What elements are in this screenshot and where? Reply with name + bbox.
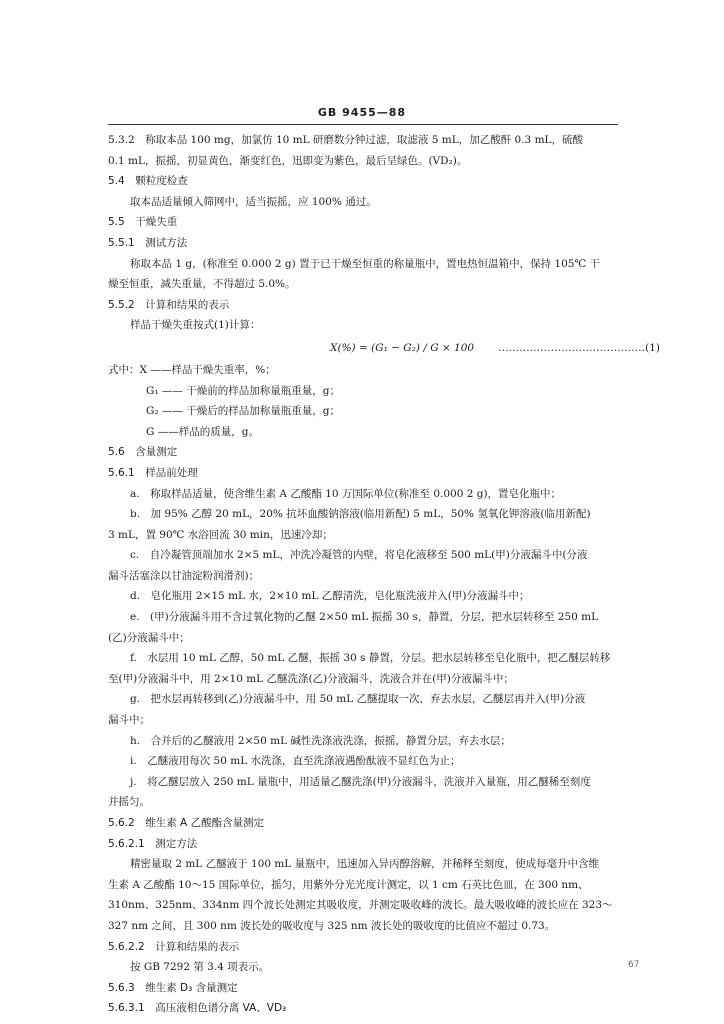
text-line: (乙)分液漏斗中； <box>108 631 190 644</box>
text-line: h. 合并后的乙醚液用 2×50 mL 碱性洗涤液洗涤，振摇，静置分层，弃去水层； <box>130 734 511 747</box>
text-line: G ——样品的质量，g。 <box>146 425 259 438</box>
header-rule <box>108 124 618 125</box>
text-line: 5.6.2 维生素 A 乙酸酯含量测定 <box>108 817 265 829</box>
text-line: 5.5 干燥失重 <box>108 216 178 229</box>
text-line: c. 自冷凝管顶端加水 2×5 mL，冲洗冷凝管的内壁，将皂化液移至 500 mL(甲)分液漏斗中(分液 <box>130 549 588 562</box>
text-line: 5.6.2.2 计算和结果的表示 <box>108 940 240 953</box>
text-line: 称取本品 1 g，(称准至 0.000 2 g) 置于已干燥至恒重的称量瓶中，置电热恒温箱中，保持 105℃ 干 <box>130 257 601 270</box>
text-line: f. 水层用 10 mL 乙醇，50 mL 乙醚，振摇 30 s 静置，分层。把水层转移至皂化瓶中，把乙醚层转移 <box>130 652 611 665</box>
text-line: 5.6.3.1 高压液相色谱分离 VA、VD₃ <box>108 1002 287 1015</box>
text-line: 0.1 mL，振摇，初显黄色，渐变红色，迅即变为紫色，最后呈绿色。(VD₂)。 <box>108 154 468 167</box>
page-header: GB 9455—88 <box>317 106 407 119</box>
text-line: 5.6.1 样品前处理 <box>108 466 198 479</box>
text-line: 漏斗活塞涂以甘油淀粉润滑剂)； <box>108 569 260 582</box>
text-line: 样品干燥失重按式(1)计算： <box>130 319 261 332</box>
text-line: 3 mL，置 90℃ 水浴回流 30 min，迅速冷却； <box>108 528 333 541</box>
text-line: b. 加 95% 乙醇 20 mL，20% 抗坏血酸钠溶液(临用新配) 5 mL，50% 氢氧化钾溶液(临用新配) <box>130 508 591 521</box>
text-line: 生素 A 乙酸酯 10～15 国际单位，摇匀，用紫外分光光度计测定，以 1 cm 石英比色皿，在 300 nm、 <box>108 878 589 891</box>
text-line: 327 nm 之间，且 300 nm 波长处的吸收度与 325 nm 波长处的吸收度的比值应不超过 0.73。 <box>108 919 556 932</box>
text-line: e. (甲)分液漏斗用不含过氧化物的乙醚 2×50 mL 振摇 30 s，静置，分层，把水层转移至 250 mL <box>130 611 599 624</box>
text-line: 漏斗中； <box>108 714 150 727</box>
text-line: 至(甲)分液漏斗中，用 2×10 mL 乙醚洗涤(乙)分液漏斗，洗液合并在(甲)分液漏斗中； <box>108 672 514 685</box>
text-line: g. 把水层再转移到(乙)分液漏斗中，用 50 mL 乙醚提取一次，弃去水层，乙醚层再并入(甲)分液 <box>130 693 586 706</box>
text-line: a. 称取样品适量，使含维生素 A 乙酸酯 10 万国际单位(称准至 0.000 2 g)，置皂化瓶中； <box>130 487 562 500</box>
text-line: i. 乙醚液用每次 50 mL 水洗涤，直至洗涤液遇酚酞液不显红色为止； <box>130 755 461 768</box>
page-number: 67 <box>628 960 640 970</box>
text-line: 5.4 颗粒度检查 <box>108 175 188 188</box>
text-line: 燥至恒重，减失重量，不得超过 5.0%。 <box>108 278 296 291</box>
text-line: 并摇匀。 <box>108 796 150 809</box>
text-line: G₁ —— 干燥前的样品加称量瓶重量，g； <box>146 384 340 397</box>
equation-number: ……………………………………(1) <box>498 341 660 354</box>
text-line: 5.6 含量测定 <box>108 446 178 459</box>
text-line: 式中：X ——样品干燥失重率，%； <box>108 363 276 376</box>
text-line: G₂ —— 干燥后的样品加称量瓶重量，g； <box>146 405 340 418</box>
text-line: 5.5.2 计算和结果的表示 <box>108 298 230 311</box>
text-line: X(%) = (G₁ − G₂) / G × 100 ……………………………………(1) <box>330 341 660 354</box>
text-line: j. 将乙醚层放入 250 mL 量瓶中，用适量乙醚洗涤(甲)分液漏斗，洗液并入量瓶，用乙醚稀至刻度 <box>130 775 591 788</box>
text-line: 5.6.2.1 测定方法 <box>108 837 198 850</box>
text-line: 5.5.1 测试方法 <box>108 236 188 249</box>
text-line: 5.3.2 称取本品 100 mg，加氯仿 10 mL 研磨数分钟过滤，取滤液 5 mL，加乙酸酐 0.3 mL，硫酸 <box>108 134 584 146</box>
text-line: d. 皂化瓶用 2×15 mL 水，2×10 mL 乙醇清洗，皂化瓶洗液并入(甲)分液漏斗中； <box>130 590 530 603</box>
text-line: 5.6.3 维生素 D₃ 含量测定 <box>108 981 238 994</box>
text-line: 按 GB 7292 第 3.4 项表示。 <box>130 961 270 974</box>
text-line: 310nm、325nm、334nm 四个波长处测定其吸收度，并测定吸收峰的波长。最大吸收峰的波长应在 323～ <box>108 899 613 912</box>
text-line: 精密量取 2 mL 乙醚液于 100 mL 量瓶中，迅速加入异丙醇溶解，并稀释至刻度，使成每毫升中含维 <box>130 858 600 871</box>
text-line: 取本品适量倾入筛网中，适当振摇，应 100% 通过。 <box>130 195 377 208</box>
